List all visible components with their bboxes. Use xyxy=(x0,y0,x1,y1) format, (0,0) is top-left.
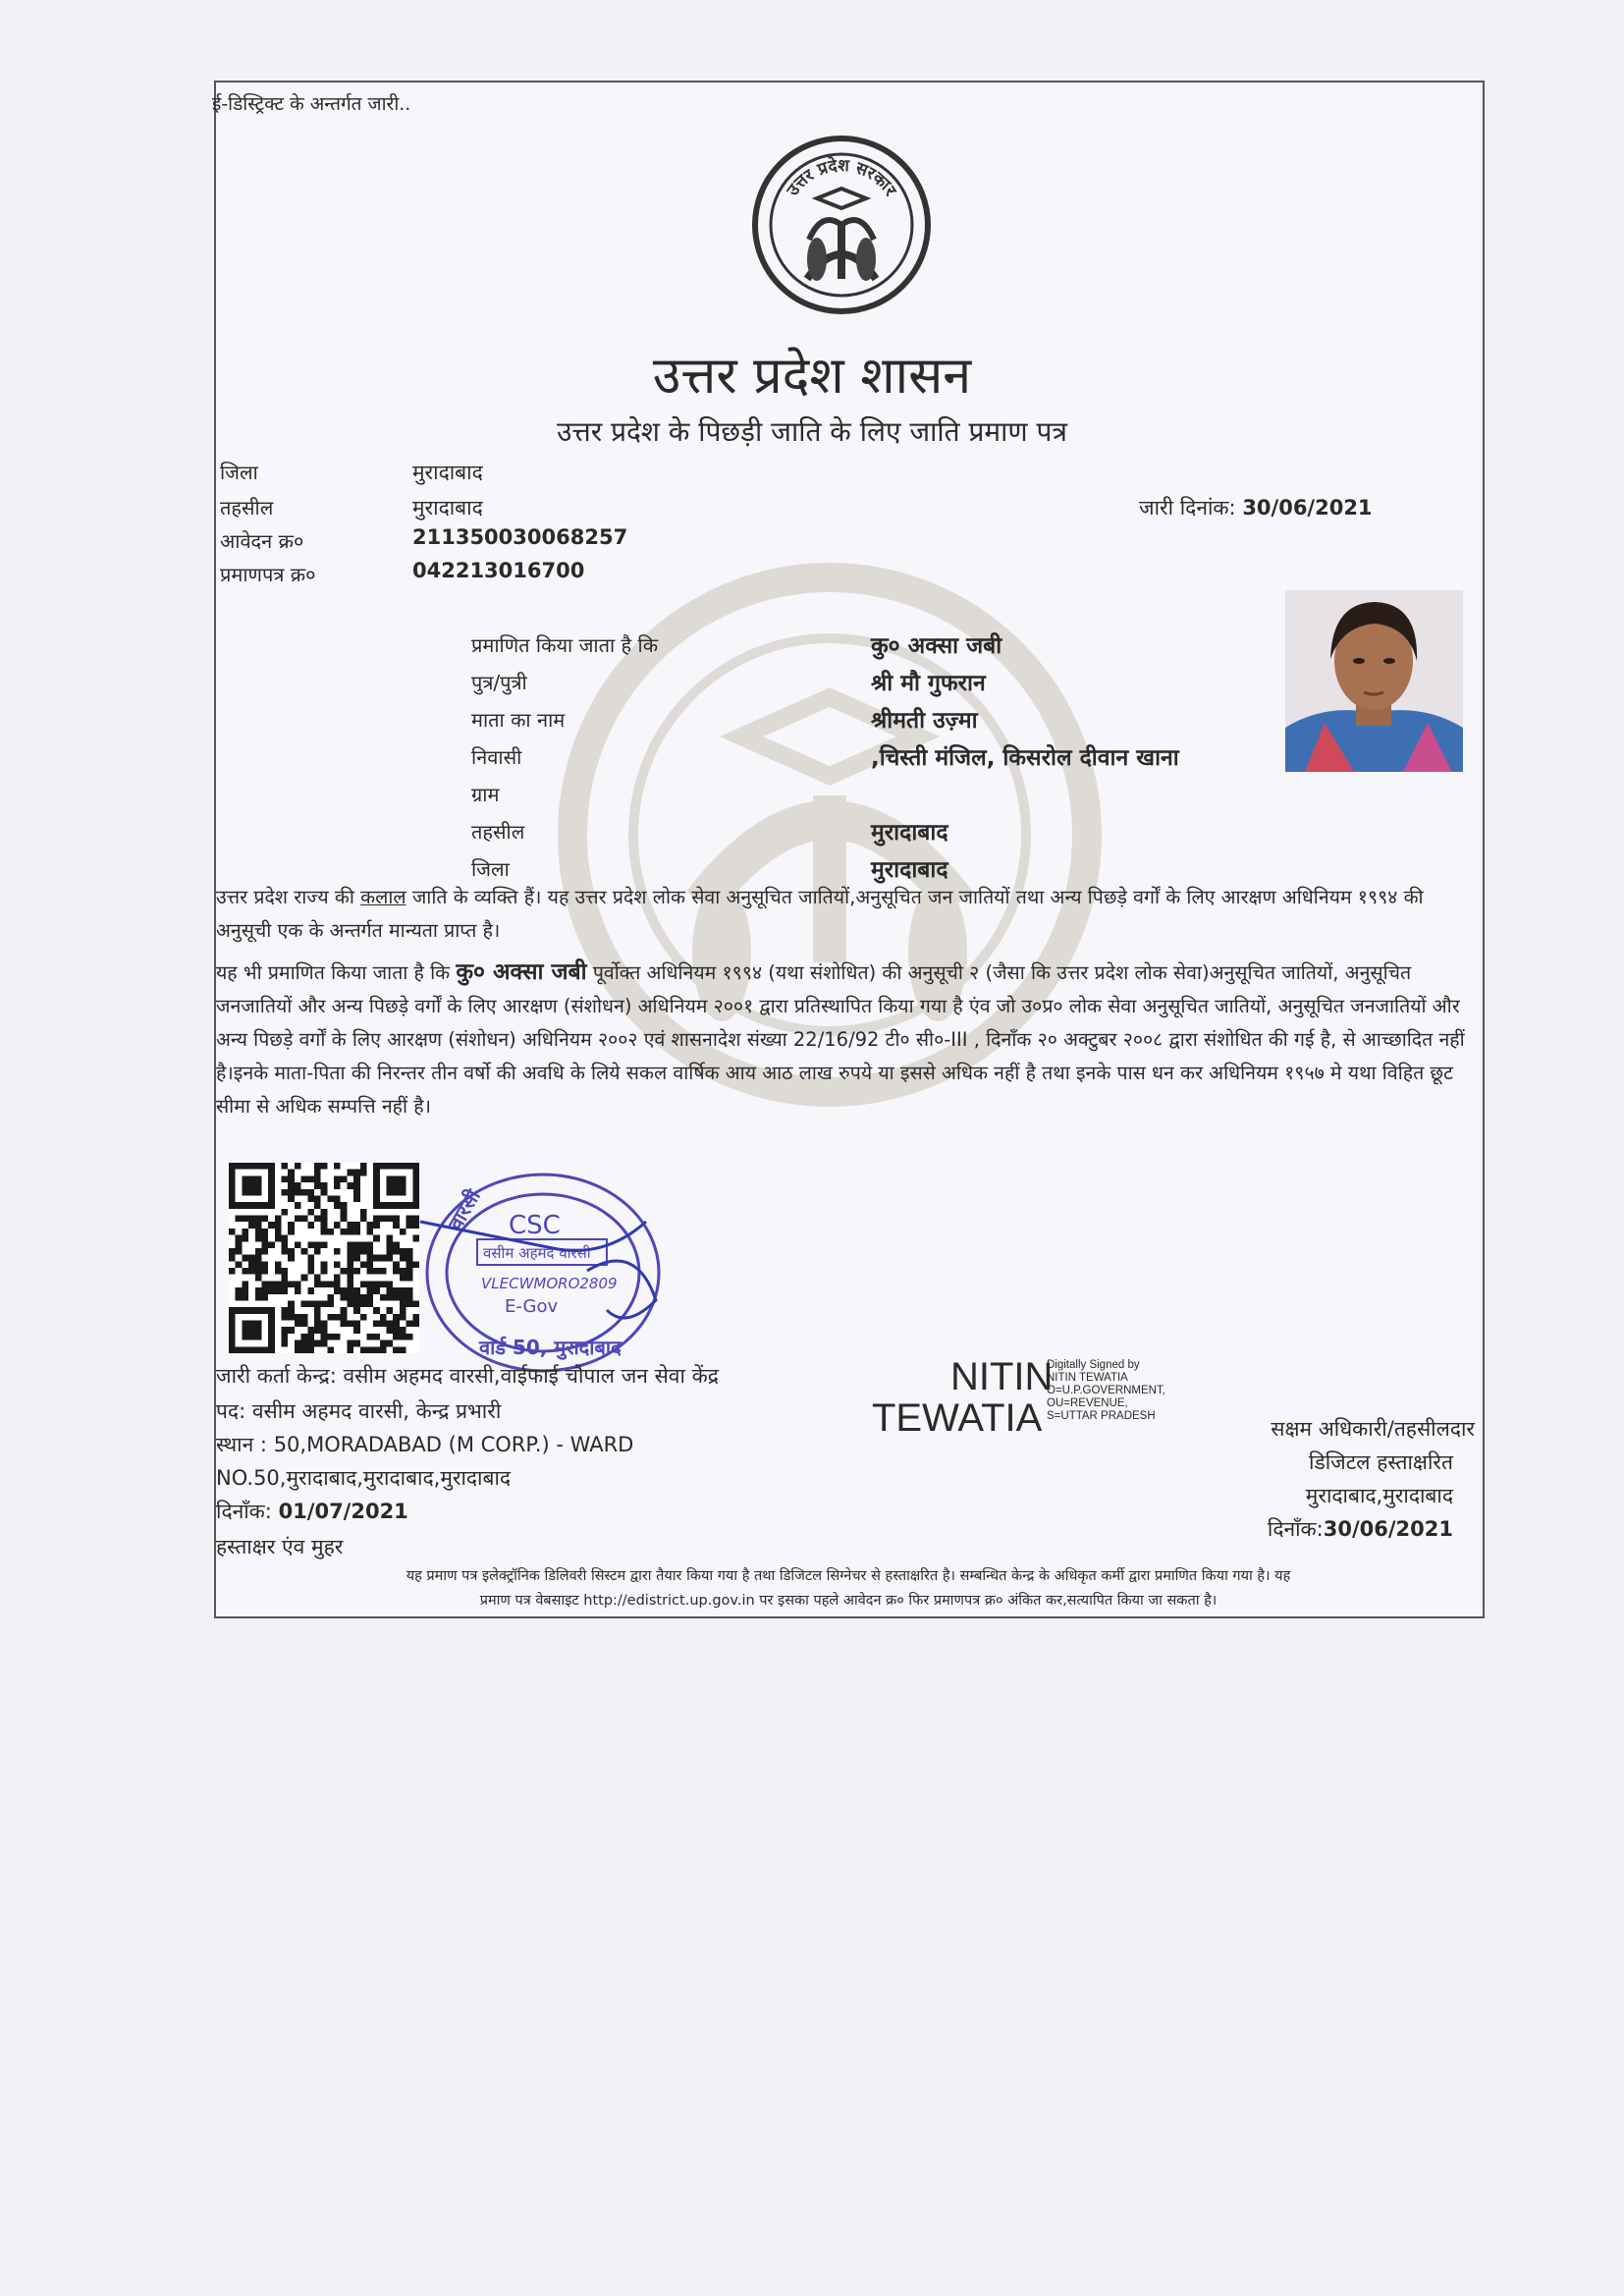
authority-digital-signed: डिजिटल हस्ताक्षरित xyxy=(1309,1450,1453,1474)
stamp-egov: E-Gov xyxy=(505,1296,559,1317)
application-number-value: 211350030068257 xyxy=(412,525,628,549)
stamp-owner-name: वसीम अहमद वारसी xyxy=(483,1244,591,1262)
authority-date xyxy=(1178,1515,1453,1543)
signature-detail-5: S=UTTAR PRADESH xyxy=(1047,1410,1156,1422)
applicant-photo xyxy=(1285,590,1463,772)
signature-detail-4: OU=REVENUE, xyxy=(1047,1397,1128,1409)
detail-tehsil-value: मुरादाबाद xyxy=(871,820,948,846)
issue-date-label: जारी दिनांक: xyxy=(1139,496,1236,519)
certificate-number-value: 042213016700 xyxy=(412,559,585,582)
footer-line2: प्रमाण पत्र वेबसाइट http://edistrict.up.gov.in पर इसका पहले आवेदन क्र० फिर प्रमाणपत्र क्र० अंकित कर,सत्यापित किया जा सकता है। xyxy=(479,1593,1218,1609)
resident-label: निवासी xyxy=(471,745,522,769)
district-value: मुरादाबाद xyxy=(412,461,483,484)
up-emblem-logo xyxy=(748,132,935,318)
p2-start: यह भी प्रमाणित किया जाता है कि xyxy=(216,961,457,984)
stamp-code: VLECWMORO2809 xyxy=(481,1275,618,1292)
signature-details xyxy=(1047,1359,1165,1423)
footer-line1: यह प्रमाण पत्र इलेक्ट्रॉनिक डिलिवरी सिस्टम द्वारा तैयार किया गया है तथा डिजिटल सिग्नेचर से हस्ताक्षरित है। सम्बन्धित केन्द्र के अधिकृत कर्मी द्वारा प्रमाणित किया गया है। यह xyxy=(406,1568,1291,1584)
signature-detail-3: O=U.P.GOVERNMENT, xyxy=(1047,1385,1165,1396)
certificate-subtitle: उत्तर प्रदेश के पिछड़ी जाति के लिए जाति प्रमाण पत्र xyxy=(557,415,1067,448)
mother-name: श्रीमती उज़्मा xyxy=(871,708,978,734)
p1-end: जाति के व्यक्ति हैं। यह उत्तर प्रदेश लोक सेवा अनुसूचित जातियों,अनुसूचित जन जातियों तथा अन्य पिछड़े वर्गों के लिए आरक्षण अधिनियम १९९४ की अनुसूची एक के अन्तर्गत मान्यता प्राप्त है। xyxy=(216,886,1424,942)
authority-title: सक्षम अधिकारी/तहसीलदार xyxy=(1271,1417,1475,1441)
p1-start: उत्तर प्रदेश राज्य की xyxy=(216,886,361,908)
issuer-place-line2: NO.50,मुरादाबाद,मुरादाबाद,मुरादाबाद xyxy=(216,1466,512,1490)
footer-note xyxy=(218,1564,1479,1613)
csc-stamp xyxy=(410,1163,695,1381)
qr-code xyxy=(229,1163,419,1353)
p2-end: पूर्वोक्त अधिनियम १९९४ (यथा संशोधित) की अनुसूची २ (जैसा कि उत्तर प्रदेश लोक सेवा)अनुसूचित जातियों, अनुसूचित जनजातियों और अन्य पिछड़े वर्गों के लिए आरक्षण (संशोधन) अधिनियम २००१ द्वारा प्रतिस्थापित किया गया है एंव जो उ०प्र० लोक सेवा अनुसूचित जातियों, अनुसूचित जनजातियों और अन्य पिछड़े वर्गों के लिए आरक्षण (संशोधन) अधिनियम २००२ एवं शासनादेश संख्या 22/16/92 टी० सी०-III , दिनाँक २० अक्टुबर २००८ द्वारा संशोधित की गई है, से आच्छादित नहीं है।इनके माता-पिता की निरन्तर तीन वर्षो की अवधि के लिये सकल वार्षिक आय आठ लाख रुपये या इससे अधिक नहीं है तथा इनके पास धन कर अधिनियम १९५७ मे यथा विहित छूट सीमा से अधिक सम्पत्ति नहीं है। xyxy=(216,961,1465,1118)
authority-location: मुरादाबाद,मुरादाबाद xyxy=(1305,1484,1453,1507)
stamp-top-text: वारसी xyxy=(443,1185,485,1234)
parent-label: पुत्र/पुत्री xyxy=(471,671,527,694)
issuer-place-line1: स्थान : 50,MORADABAD (M CORP.) - WARD xyxy=(216,1433,634,1456)
income-statement-paragraph xyxy=(216,956,1481,1123)
tehsil-value: मुरादाबाद xyxy=(412,496,483,519)
caste-statement-paragraph xyxy=(216,881,1481,948)
issuer-post: पद: वसीम अहमद वारसी, केन्द्र प्रभारी xyxy=(216,1399,502,1423)
mother-label: माता का नाम xyxy=(471,708,566,732)
tehsil-label: तहसील xyxy=(220,496,274,519)
authority-date-value: 30/06/2021 xyxy=(1323,1517,1453,1541)
application-number-label: आवेदन क्र० xyxy=(220,529,304,553)
stamp-bottom-text: वार्ड 50, मुरादाबाद xyxy=(479,1336,622,1359)
signature-seal-label: हस्ताक्षर एंव मुहर xyxy=(216,1535,344,1558)
signer-name-line1: NITIN xyxy=(950,1355,1054,1398)
detail-district-label: जिला xyxy=(471,857,510,881)
issuer-date-value: 01/07/2021 xyxy=(278,1500,408,1523)
caste-name: कलाल xyxy=(360,886,406,908)
signature-detail-2: NITIN TEWATIA xyxy=(1047,1372,1128,1384)
signer-name-line2: TEWATIA xyxy=(872,1396,1043,1440)
issuer-date-label: दिनाँक: xyxy=(216,1500,279,1523)
issued-under-text: ई-डिस्ट्रिक्ट के अन्तर्गत जारी.. xyxy=(212,93,411,115)
authority-date-label: दिनाँक: xyxy=(1267,1517,1324,1541)
certified-label: प्रमाणित किया जाता है कि xyxy=(471,633,659,657)
issue-date-value: 30/06/2021 xyxy=(1242,496,1373,519)
svg-text:उत्तर प्रदेश सरकार xyxy=(783,155,900,200)
stamp-csc-text: CSC xyxy=(509,1211,561,1240)
parent-name: श्री मौ गुफरान xyxy=(871,671,986,696)
government-title: उत्तर प्रदेश शासन xyxy=(652,347,972,406)
village-label: ग्राम xyxy=(471,783,500,806)
emblem-arc-text: उत्तर प्रदेश सरकार xyxy=(783,155,900,200)
p2-name: कु० अक्सा जबी xyxy=(456,959,587,985)
digital-signature xyxy=(872,1355,1206,1463)
detail-tehsil-label: तहसील xyxy=(471,820,525,844)
issuer-centre: जारी कर्ता केन्द्र: वसीम अहमद वारसी,वाईफाई चौपाल जन सेवा केंद्र xyxy=(216,1364,719,1388)
certificate-number-label: प्रमाणपत्र क्र० xyxy=(220,563,316,586)
district-label: जिला xyxy=(220,461,258,484)
issue-date xyxy=(1139,494,1373,521)
certified-name: कु० अक्सा जबी xyxy=(871,633,1002,659)
resident-address: ,चिस्ती मंजिल, किसरोल दीवान खाना xyxy=(871,745,1179,771)
issuer-date xyxy=(216,1498,408,1525)
detail-district-value: मुरादाबाद xyxy=(871,857,948,883)
signature-detail-1: Digitally Signed by xyxy=(1047,1359,1140,1371)
